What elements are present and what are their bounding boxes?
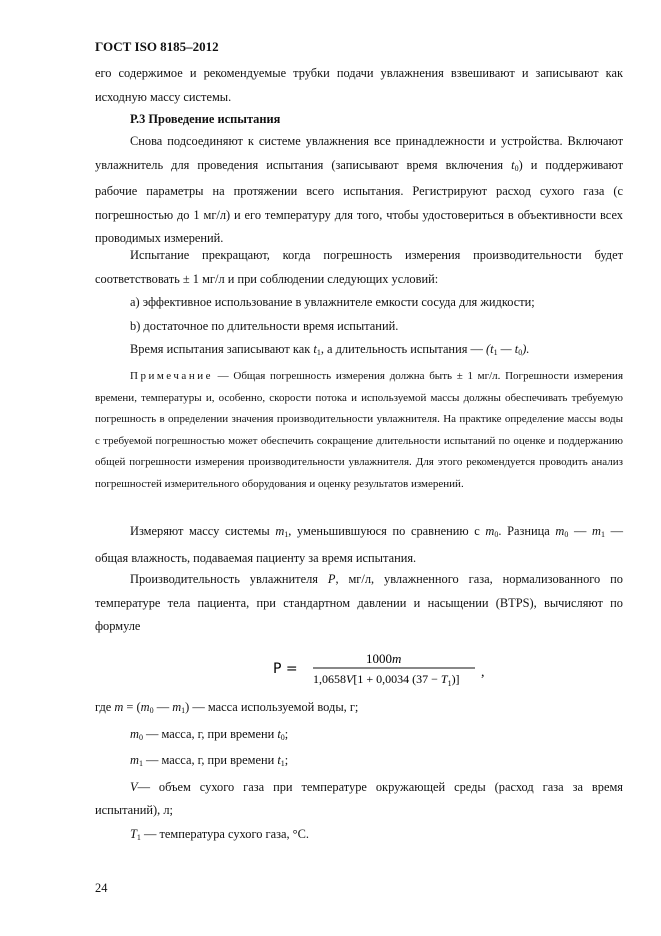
sub-d2: 1 <box>600 530 605 539</box>
den-1: 1,0658 <box>313 672 346 686</box>
note-label: Примечание <box>130 370 213 382</box>
var-d1: m <box>555 524 565 538</box>
expr-end: ). <box>522 342 530 356</box>
formula-comma: , <box>481 665 485 680</box>
den-3: )] <box>451 672 460 686</box>
sub-0: 0 <box>514 163 519 173</box>
def-T-sub: 1 <box>136 832 141 842</box>
num-m: m <box>392 651 402 666</box>
where-d: ) — масса используемой воды, г; <box>185 700 359 714</box>
where-m1-sub: 1 <box>181 706 186 715</box>
formula-lhs: P = <box>273 661 298 677</box>
list-item-a: a) эффективное использование в увлажнителе емкости сосуда для жидкости; <box>130 295 535 309</box>
sub-1: 1 <box>316 348 321 357</box>
def-m0-end: ; <box>284 726 289 741</box>
where-c: — <box>153 700 173 714</box>
p2-text: Испытание прекращают, когда погрешность измерения производительности будет соответствовать ± 1 мг/л и при соблюдении следующих условий: <box>95 248 623 286</box>
p4-b: , уменьшившуюся по сравнению с <box>288 524 486 538</box>
var-P: P <box>327 572 336 586</box>
p3-text-a: Время испытания записывают как <box>130 342 314 356</box>
var-m1: m <box>275 524 285 538</box>
p4-dash: — <box>568 524 593 538</box>
def-T-text: — температура сухого газа, °С. <box>140 826 309 841</box>
where-a: где <box>95 700 115 714</box>
def-V: V <box>130 779 138 794</box>
continuation-paragraph <box>95 62 623 109</box>
def-m0-t-sub: 0 <box>280 732 285 742</box>
den-T-sub: 1 <box>447 679 452 688</box>
var-d2: m <box>592 524 601 538</box>
p4-a: Измеряют массу системы <box>130 524 276 538</box>
var-t1: t <box>313 342 317 356</box>
def-m1-end: ; <box>284 753 289 767</box>
def-m1-sub: 1 <box>138 759 143 768</box>
where-m1: m <box>172 700 182 714</box>
paragraph-intro: его содержимое и рекомендуемые трубки подачи увлажнения взвешивают и записывают как исходную массу системы. <box>95 66 623 104</box>
def-m1-t: t <box>277 753 281 767</box>
def-T: T <box>130 826 137 841</box>
note-block <box>95 366 623 496</box>
p5-a: Производительность увлажнителя <box>130 572 328 586</box>
p1-text-a: Снова подсоединяют к системе увлажнения все принадлежности и устройства. Включают увлажнитель для проведения испытания (записывают время включения <box>95 134 623 172</box>
expr-mid: — t <box>497 342 519 356</box>
section-title: Р.3 Проведение испытания <box>130 112 281 126</box>
p4-d: — общая влажность, подаваемая пациенту за время испытания. <box>95 524 623 565</box>
where-m0-sub: 0 <box>149 706 154 715</box>
page-number: 24 <box>95 881 108 895</box>
p4-c: . Разница <box>498 524 556 538</box>
sub-m1: 1 <box>284 530 289 539</box>
document-header: ГОСТ ISO 8185–2012 <box>95 39 219 54</box>
den-2: [1 + 0,0034 (37 − <box>353 672 441 686</box>
sub-m0: 0 <box>494 530 499 539</box>
list-item-b: b) достаточное по длительности время испытаний. <box>130 318 399 333</box>
where-m0: m <box>140 700 150 714</box>
def-m1-t-sub: 1 <box>280 759 285 768</box>
paragraph-2 <box>95 244 623 365</box>
sub-d1: 0 <box>564 530 569 539</box>
note-text: — Общая погрешность измерения должна быть ± 1 мг/л. Погрешности измерения времени, температуры и, особенно, скорости потока и используемой массы должны обеспечивать требуемую погрешность в определении значения производительности увлажнителя. На практике определение массы воды с требуемой погрешностью может обеспечить сокращение длительности испытаний по оценке и поддержанию общей погрешности измерения производительности увлажнителя. Для этого рекомендуется проводить анализ погрешностей измерительного оборудования и оценку результатов измерений. <box>95 370 623 490</box>
def-m0-text: — масса, г, при времени <box>142 726 278 741</box>
var-t: t <box>511 157 515 172</box>
paragraph-4 <box>95 520 623 570</box>
def-m0: m <box>130 726 139 741</box>
p5-b: , мг/л, увлажненного газа, нормализованного по температуре тела пациента, при стандартном давлении и насыщении (BTPS), вычисляют по формуле <box>95 572 623 633</box>
def-V-text: — объем сухого газа при температуре окружающей среды (расход газа за время испытаний), л; <box>95 779 623 817</box>
num-1000: 1000 <box>366 651 392 666</box>
formula-numerator <box>366 651 401 666</box>
p3-text-b: , а длительность испытания — <box>320 342 486 356</box>
expr-sub1: 1 <box>493 348 498 357</box>
p1-text-b: ) и поддерживают рабочие параметры на протяжении всего испытания. Регистрируют расход сухого газа (с погрешностью до 1 мг/л) и его температуру для того, чтобы удостовериться в объективности всех проводимых измерений. <box>95 157 623 245</box>
def-m0-sub: 0 <box>138 732 143 742</box>
formula <box>273 649 503 689</box>
var-m0: m <box>485 524 495 538</box>
where-b: = ( <box>123 700 141 714</box>
paragraph-1 <box>95 130 623 251</box>
den-V: V <box>346 672 354 686</box>
paragraph-5 <box>95 568 623 639</box>
expr-open: (t <box>486 342 494 356</box>
where-m: m <box>114 700 124 714</box>
den-T: T <box>440 672 448 686</box>
def-m1-text: — масса, г, при времени <box>142 753 278 767</box>
section-p3 <box>95 110 623 128</box>
expr-sub2: 0 <box>518 348 523 357</box>
def-m0-t: t <box>277 726 281 741</box>
formula-denominator <box>313 672 460 688</box>
definitions <box>95 696 623 849</box>
def-m1: m <box>130 753 139 767</box>
